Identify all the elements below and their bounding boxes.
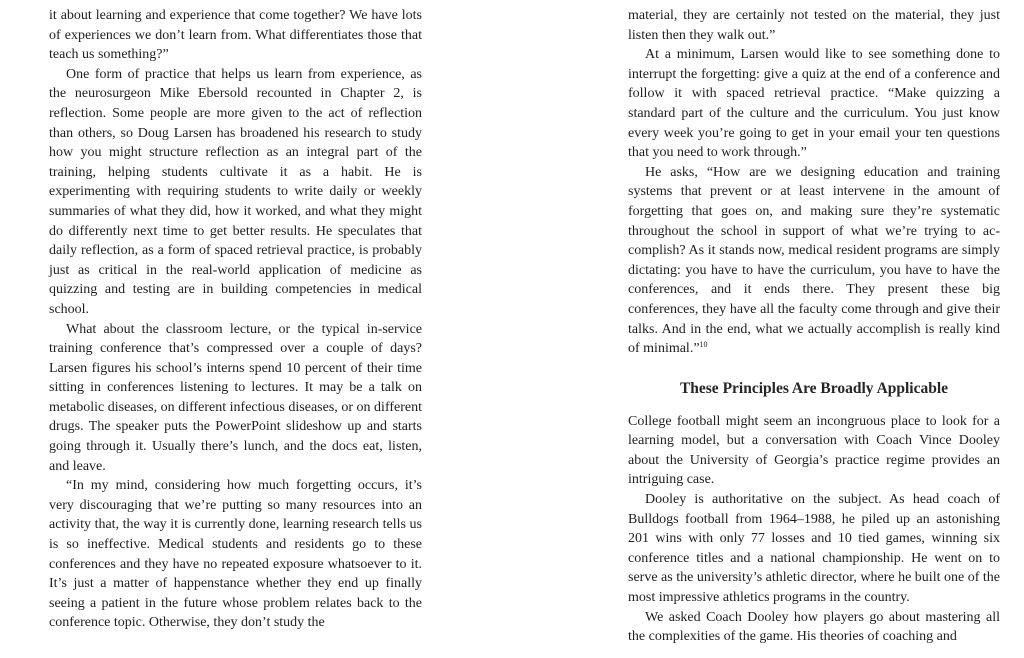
right-paragraph-3-text: He asks, “How are we designing education and training systems that prevent or at least intervene in the amount of forgetting that goes on, and making sure they’re systematic throughout the school in support of what we’re trying to accomplish? As it stands now, medical resident programs are simply dictating: you have to have the curriculum, you have to have the conferences, and it ends there. They present these big conferences, they have all the faculty come through and give their talks. And in the end, what we actually accomplish is really kind of minimal.”: [628, 164, 1000, 357]
left-paragraph-1: it about learning and experience that come together? We have lots of experiences we don’t learn from. What differentiates those that teach us something?”: [49, 8, 422, 63]
right-paragraph-2: At a minimum, Larsen would like to see something done to interrupt the forgetting: give a quiz at the end of a conference and follow it with spaced retrieval practice. “Make quizzing a standard part of the culture and the curriculum. You just know every week you’re going to get in your email your ten questions that you need to work through.”: [628, 47, 1000, 161]
left-paragraph-2: One form of practice that helps us learn from experience, as the neurosurgeon Mike Ebersold recounted in Chapter 2, is reflection. Some people are more given to the act of reflection than others, so Doug Larsen has broadened his research to study how you might structure reflection as an integral part of the training, helping students cultivate it as a habit. He is experimenting with requiring students to write daily or weekly summaries of what they did, how it worked, and what they might do differently next time to get better results. He speculates that daily reflection, as a form of spaced retrieval practice, is probably just as critical in the real-world application of medicine as quizzing and testing are in building competencies in medical school.: [49, 66, 422, 317]
right-paragraph-3: [628, 163, 1000, 359]
footnote-marker: 10: [699, 340, 708, 350]
right-page: [628, 6, 1000, 647]
left-paragraph-3: What about the classroom lecture, or the typical in-service training conference that’s compressed over a couple of days? Larsen figures his school’s interns spend 10 percent of their time sitting in conferences listening to lectures. It may be a talk on metabolic diseases, on different infectious diseases, or on different drugs. The speaker puts the PowerPoint slideshow up and starts going through it. Usually there’s lunch, and the docs eat, listen, and leave.: [49, 321, 422, 474]
right-paragraph-6: We asked Coach Dooley how players go about mastering all the complexities of the game. His theories of coaching and: [628, 609, 1000, 645]
left-paragraph-4: “In my mind, considering how much forgetting occurs, it’s very discouraging that we’re putting so many resources into an activity that, the way it is currently done, learning research tells us is so ineffective. Medical students and residents go to these conferences and they have no repeated exposure whatsoever to it. It’s just a matter of happenstance whether they end up finally seeing a patient in the future whose problem relates back to the conference topic. Otherwise, they don’t study the: [49, 478, 422, 631]
right-paragraph-1: material, they are certainly not tested on the material, they just listen then they walk out.”: [628, 8, 1000, 43]
left-page: [49, 6, 422, 633]
right-paragraph-5: Dooley is authoritative on the subject. As head coach of Bulldogs football from 1964–1988, he piled up an astonishing 201 wins with only 77 losses and 10 tied games, winning six conference titles and a national championship. He went on to serve as the university’s athletic director, where he built one of the most impressive athletics programs in the country.: [628, 492, 1000, 606]
right-paragraph-4: College football might seem an incongruous place to look for a learning model, but a conversation with Coach Vince Dooley about the University of Georgia’s practice regime provides an intriguing case.: [628, 413, 1000, 488]
section-heading: These Principles Are Broadly Applicable: [679, 379, 949, 397]
